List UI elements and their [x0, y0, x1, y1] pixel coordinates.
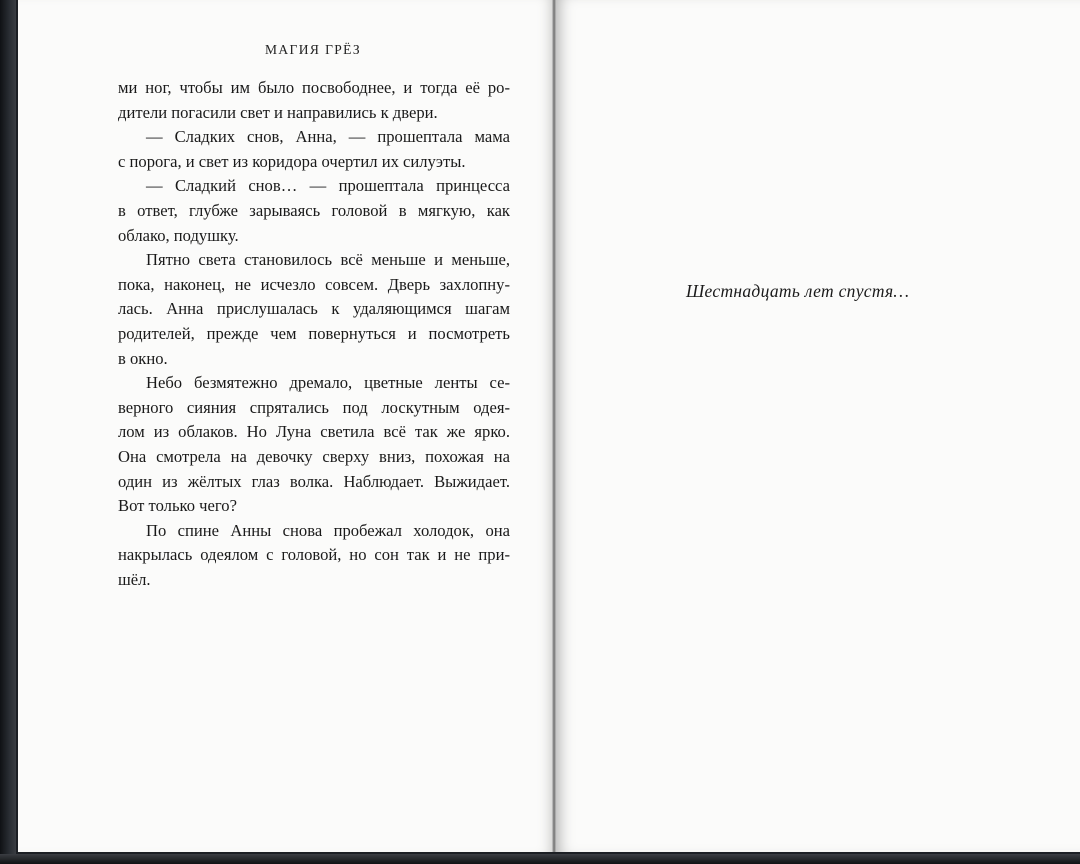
text-line: накрылась одеялом с головой, но сон так и не при-: [118, 545, 510, 565]
text-line: Вот только чего?: [118, 496, 237, 516]
text-line: один из жёлтых глаз волка. Наблюдает. Выжидает.: [118, 471, 510, 491]
scan-edge-left: [0, 0, 16, 864]
scan-edge-bottom: [0, 854, 1080, 864]
text-line: — Сладких снов, Анна, — прошептала мама: [146, 127, 510, 147]
text-line: По спине Анны снова пробежал холодок, она: [146, 520, 510, 540]
text-line: в ответ, глубже зарываясь головой в мягкую, как: [118, 200, 510, 220]
running-head: МАГИЯ ГРЁЗ: [264, 42, 361, 57]
text-line: Небо безмятежно дремало, цветные ленты се-: [146, 373, 510, 393]
text-line: пока, наконец, не исчезло совсем. Дверь захлопну-: [118, 274, 510, 294]
body-text: [118, 76, 510, 592]
text-line: лась. Анна прислушалась к удаляющимся шагам: [118, 299, 510, 319]
text-line: с порога, и свет из коридора очертил их силуэты.: [118, 151, 466, 171]
text-line: лом из облаков. Но Луна светила всё так же ярко.: [118, 422, 510, 442]
text-line: — Сладкий снов… — прошептала принцесса: [146, 176, 510, 196]
text-line: Пятно света становилось всё меньше и меньше,: [146, 250, 510, 270]
text-line: Она смотрела на девочку сверху вниз, похожая на: [118, 446, 510, 466]
text-line: верного сияния спрятались под лоскутным одея-: [118, 397, 510, 417]
right-page: [556, 0, 1080, 852]
text-line: ми ног, чтобы им было посвободнее, и тогда её ро-: [118, 78, 510, 97]
epigraph: Шестнадцать лет спустя…: [686, 281, 910, 301]
text-line: родителей, прежде чем повернуться и посмотреть: [118, 323, 510, 343]
text-line: шёл.: [118, 569, 151, 589]
text-line: дители погасили свет и направились к двери.: [118, 102, 438, 122]
text-line: облако, подушку.: [118, 225, 239, 245]
text-line: в окно.: [118, 348, 168, 368]
